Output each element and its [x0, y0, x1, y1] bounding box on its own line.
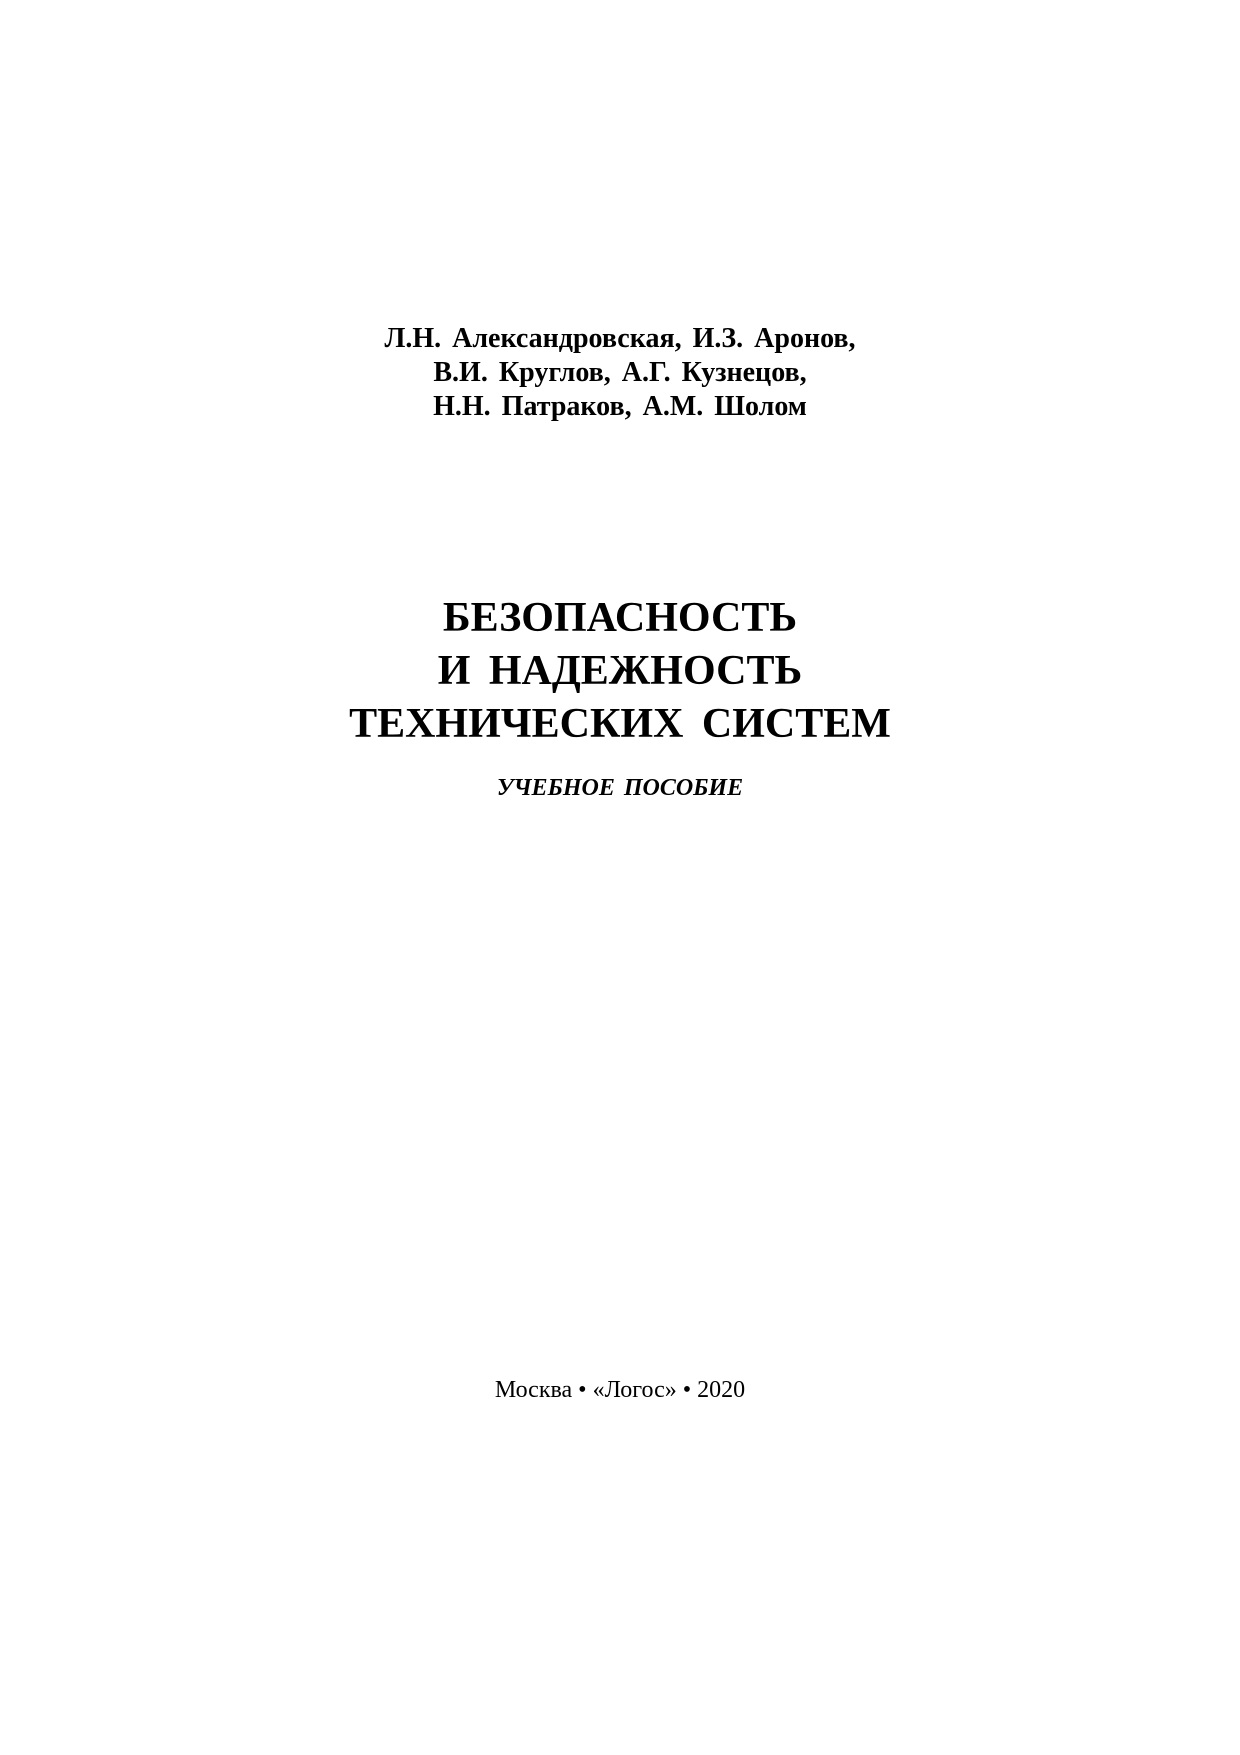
- authors-line: Н.Н. Патраков, А.М. Шолом: [433, 391, 807, 422]
- authors-line: Л.Н. Александровская, И.З. Аронов,: [384, 323, 856, 354]
- book-title-line: ТЕХНИЧЕСКИХ СИСТЕМ: [349, 701, 891, 747]
- authors-block: [0, 322, 1240, 424]
- imprint: Москва • «Логос» • 2020: [494, 1377, 746, 1403]
- book-title: [0, 592, 1240, 751]
- authors-line: В.И. Круглов, А.Г. Кузнецов,: [433, 357, 807, 388]
- book-title-line: БЕЗОПАСНОСТЬ: [442, 595, 798, 641]
- book-title-line: И НАДЕЖНОСТЬ: [437, 648, 803, 694]
- book-subtitle: УЧЕБНОЕ ПОСОБИЕ: [496, 775, 744, 801]
